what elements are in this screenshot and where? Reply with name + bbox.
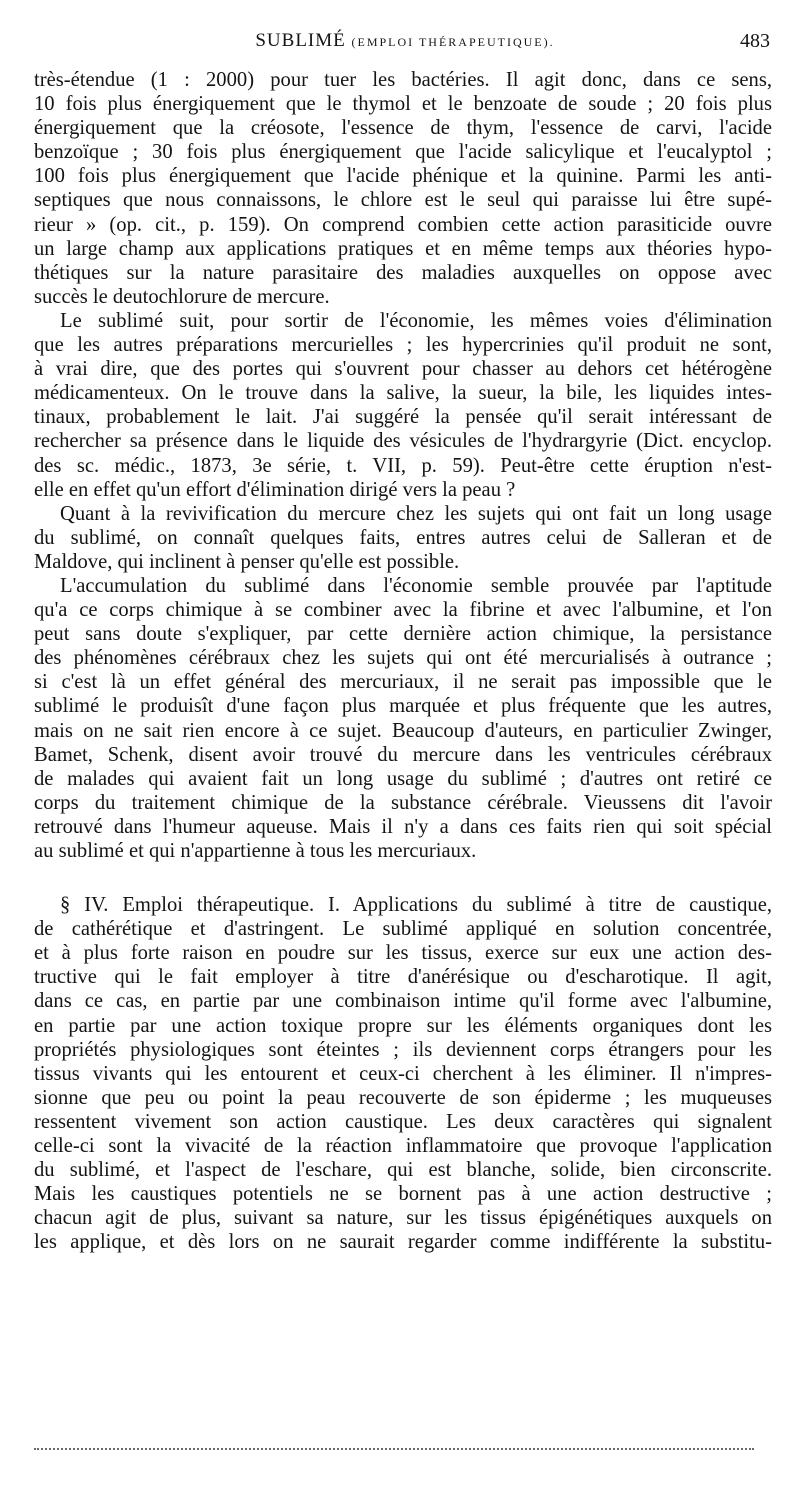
running-head-title: SUBLIMÉ [255, 30, 346, 51]
section-heading-line: § IV. Emploi thérapeutique. I. Applications du sublimé à titre de caustique, [60, 894, 772, 917]
text-line: qu'a ce corps chimique à se combiner avec la fibrine et avec l'albumine, et l'on [34, 599, 772, 622]
text-line: rechercher sa présence dans le liquide des vésicules de l'hydrargyrie (Dict. encyclop. [34, 430, 772, 453]
text-line: retrouvé dans l'humeur aqueuse. Mais il n'y a dans ces faits rien qui soit spécial [34, 815, 772, 838]
running-head [40, 30, 770, 52]
text-line: à vrai dire, que des portes qui s'ouvrent pour chasser au dehors cet hétérogène [34, 358, 772, 381]
text-line: des phénomènes cérébraux chez les sujets qui ont été mercurialisés à outrance ; [34, 647, 772, 670]
paragraph-revivification [34, 502, 772, 574]
text-line: elle en effet qu'un effort d'élimination dirigé vers la peau ? [34, 478, 516, 501]
text-line: tinaux, probablement le lait. J'ai suggéré la pensée qu'il serait intéressant de [34, 406, 772, 429]
footer-dotted-rule [34, 1444, 754, 1450]
text-line: sublimé le produisît d'une façon plus marquée et plus fréquente que les autres, [34, 695, 772, 718]
text-line: 10 fois plus énergiquement que le thymol et le benzoate de soude ; 20 fois plus [34, 93, 772, 116]
text-line: thétiques sur la nature parasitaire des maladies auxquelles on oppose avec [34, 261, 772, 284]
text-line: au sublimé et qui n'appartienne à tous les mercuriaux. [34, 840, 477, 862]
text-line: peut sans doute s'expliquer, par cette dernière action chimique, la persistance [34, 623, 772, 646]
text-line: si c'est là un effet général des mercuriaux, il ne serait pas impossible que le [34, 671, 772, 694]
text-line: du sublimé, on connaît quelques faits, entres autres celui de Salleran et de [34, 526, 772, 549]
page-header [40, 30, 770, 58]
text-line: les applique, et dès lors on ne saurait regarder comme indifférente la substitu- [34, 1231, 772, 1254]
text-line: celle-ci sont la vivacité de la réaction inflammatoire que provoque l'application [34, 1135, 772, 1158]
paragraph-elimination [34, 309, 772, 502]
text-line: succès le deutochlorure de mercure. [34, 285, 330, 308]
text-line: propriétés physiologiques sont éteintes ; ils deviennent corps étrangers pour les [34, 1038, 772, 1061]
text-line: benzoïque ; 30 fois plus énergiquement que l'acide salicylique et l'eucalyptol ; [34, 141, 772, 164]
text-line: septiques que nous connaissons, le chlore est le seul qui paraisse lui être supé- [34, 189, 772, 212]
text-line: et à plus forte raison en poudre sur les tissus, exerce sur eux une action des- [34, 942, 772, 965]
text-line: Mais les caustiques potentiels ne se bornent pas à une action destructive ; [34, 1183, 772, 1206]
paragraph-accumulation [34, 574, 772, 863]
text-line: rieur » (op. cit., p. 159). On comprend combien cette action parasiticide ouvre [34, 213, 772, 236]
text-line: des sc. médic., 1873, 3e série, t. VII, p. 59). Peut-être cette éruption n'est- [34, 454, 772, 477]
text-line: chacun agit de plus, suivant sa nature, sur les tissus épigénétiques auxquels on [34, 1207, 772, 1230]
text-line: 100 fois plus énergiquement que l'acide phénique et la quinine. Parmi les anti- [34, 165, 772, 188]
text-line: ressentent vivement son action caustique. Les deux caractères qui signalent [34, 1110, 772, 1133]
text-line: tissus vivants qui les entourent et ceux-ci cherchent à les éliminer. Il n'impres- [34, 1062, 772, 1085]
page-number: 483 [740, 30, 770, 52]
body-text [34, 68, 772, 1255]
text-line: médicamenteux. On le trouve dans la salive, la sueur, la bile, les liquides intes- [34, 382, 772, 405]
text-line: Bamet, Schenk, disent avoir trouvé du mercure dans les ventricules cérébraux [34, 743, 772, 766]
running-head-subtitle: (EMPLOI THÉRAPEUTIQUE). [351, 35, 555, 49]
text-line: que les autres préparations mercurielles ; les hypercrinies qu'il produit ne sont, [34, 334, 772, 357]
text-line: en partie par une action toxique propre sur les éléments organiques dont les [34, 1014, 772, 1037]
text-line: corps du traitement chimique de la substance cérébrale. Vieussens dit l'avoir [34, 791, 772, 814]
section-spacer [34, 863, 772, 893]
text-line: très-étendue (1 : 2000) pour tuer les bactéries. Il agit donc, dans ce sens, [34, 69, 772, 91]
text-line: Quant à la revivification du mercure chez les sujets qui ont fait un long usage [60, 502, 772, 525]
text-line: énergiquement que la créosote, l'essence de thym, l'essence de carvi, l'acide [34, 117, 772, 140]
text-line: du sublimé, et l'aspect de l'eschare, qui est blanche, solide, bien circonscrite. [34, 1159, 772, 1182]
paragraph-therapeutic-use [34, 893, 772, 1254]
text-line: de malades qui avaient fait un long usage du sublimé ; d'autres ont retiré ce [34, 767, 772, 790]
paragraph-bacteria [34, 68, 772, 309]
text-line: tructive qui le fait employer à titre d'anérésique ou d'escharotique. Il agit, [34, 966, 772, 989]
text-line: de cathérétique et d'astringent. Le sublimé appliqué en solution concentrée, [34, 918, 772, 941]
text-line: mais on ne sait rien encore à ce sujet. Beaucoup d'auteurs, en particulier Zwinger, [34, 719, 772, 742]
text-line: dans ce cas, en partie par une combinaison intime qu'il forme avec l'albumine, [34, 990, 772, 1013]
text-line: un large champ aux applications pratiques et en même temps aux théories hypo- [34, 237, 772, 260]
text-line: sionne que peu ou point la peau recouverte de son épiderme ; les muqueuses [34, 1086, 772, 1109]
text-line: Maldove, qui inclinent à penser qu'elle est possible. [34, 550, 460, 573]
text-line: Le sublimé suit, pour sortir de l'économie, les mêmes voies d'élimination [60, 309, 772, 332]
text-line: L'accumulation du sublimé dans l'économie semble prouvée par l'aptitude [60, 574, 772, 597]
